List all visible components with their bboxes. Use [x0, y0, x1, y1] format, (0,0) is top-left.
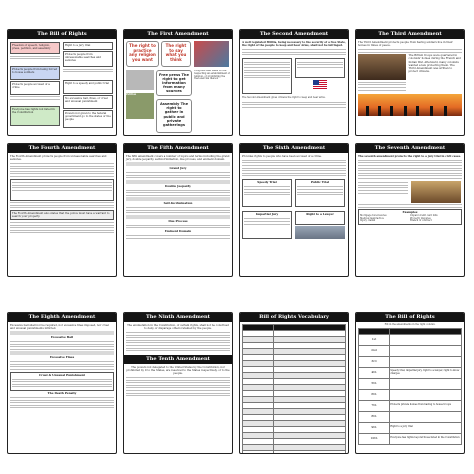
lawyer-box	[295, 211, 345, 225]
examples-title: Examples	[402, 210, 418, 215]
colonial-painting	[358, 54, 406, 80]
writing-lines	[242, 49, 346, 55]
american-flag-icon	[313, 80, 327, 89]
history-box	[242, 58, 292, 94]
section-heading: Eminent Domain	[164, 228, 192, 233]
section-heading: Self-Incrimination	[163, 201, 193, 206]
card-title: The First Amendment	[124, 30, 232, 39]
jury-box	[242, 211, 292, 239]
cell-text: Protects people from being forced to house soldiers	[12, 67, 58, 74]
card-vocabulary	[239, 312, 349, 454]
amendment-right: Speedy trial, impartial jury, right to a lawyer, right to know charges	[389, 367, 461, 378]
amendment-number: 7th	[359, 400, 390, 411]
example-item: Injury claims	[360, 219, 376, 223]
section-heading: Excessive Bail	[50, 335, 74, 339]
card-title: Bill of Rights Vocabulary	[240, 313, 348, 322]
cell-text: Protects people accused of a crime	[12, 82, 50, 89]
cell-text: No excessive bail, fines, or cruel and unusual punishment	[65, 96, 108, 103]
vocabulary-table	[242, 324, 346, 454]
soldiers-silhouette	[358, 94, 462, 116]
intro-text: The powers not delegated to the United States by the Constitution, nor prohibited by it to the States, are reserved to the States respectively, or to the people.	[126, 365, 230, 376]
courthouse-photo	[295, 226, 345, 239]
box-heading: Speedy Trial	[257, 180, 277, 185]
example-box	[10, 179, 114, 201]
amendment-number: 9th	[359, 422, 390, 433]
caption-text: The Second Amendment gives citizens the right to keep and bear arms.	[242, 96, 326, 100]
amendment-right	[389, 356, 461, 367]
section-heading: Excessive Fines	[49, 355, 75, 360]
card-title: The Second Amendment	[240, 30, 348, 39]
assembly-bubble	[156, 99, 192, 133]
card-seventh-amendment	[355, 143, 465, 277]
card-bill-of-rights-chart	[355, 312, 465, 454]
card-third-amendment	[355, 29, 465, 136]
petition-label: Petition	[126, 93, 137, 96]
quote-box	[295, 58, 345, 78]
intro-text: The enumeration in the Constitution, of certain rights, shall not be construed to deny or disparage others retained by the people.	[127, 324, 229, 331]
press-bubble	[156, 70, 192, 96]
example-item: Mortgage foreclosures	[360, 213, 387, 217]
amendment-number: 1st	[359, 334, 390, 345]
press-photo	[126, 70, 154, 90]
amendment-right: Everyone has rights beyond those listed in the Constitution	[389, 433, 461, 444]
section-heading: Grand Jury	[169, 166, 187, 170]
writing-lines	[10, 163, 114, 177]
amendment-right	[389, 345, 461, 356]
card-title: The Third Amendment	[356, 30, 464, 39]
cell-text: Freedom of speech, religion, press, petition, and assembly	[12, 44, 51, 51]
card-title: The Bill of Rights	[8, 30, 116, 39]
box-heading: Impartial Jury	[255, 212, 279, 217]
box-heading: Public Trial	[310, 180, 330, 185]
note-text: The Fourth Amendment also states that the police must have a warrant to search your property.	[12, 211, 110, 219]
section-heading: Cruel & Unusual Punishment	[39, 372, 85, 377]
warrant-note-box	[10, 210, 114, 220]
card-fourth-amendment	[7, 143, 117, 277]
bubble-text: The right to say what you think	[165, 43, 187, 62]
amendment-right	[389, 389, 461, 400]
intro-text: The fifth amendment covers a number of topics and terms including the grand jury, double jeopardy, self-incrimination, due process, and eminent domain.	[126, 155, 230, 162]
intro-text: Provides rights to people who have been accused of a crime.	[242, 155, 322, 158]
bubble-text: Assembly The right to gather in public and private gatherings	[159, 102, 189, 128]
intro-text: The Third Amendment protects people from having soldiers live in their homes in times of peace.	[358, 41, 453, 48]
intro-text: The Fourth Amendment protects people from unreasonable searches and seizures.	[10, 155, 107, 162]
amendment-number: 8th	[359, 411, 390, 422]
card-title: The Seventh Amendment	[356, 144, 464, 153]
card-title: The Eighth Amendment	[8, 313, 116, 322]
amendment-right	[389, 411, 461, 422]
cell-text: Protects people from unreasonable searches and seizures	[65, 53, 101, 63]
amendment-number: 5th	[359, 378, 390, 389]
section-heading: Due Process	[168, 218, 188, 223]
section-heading: The Death Penalty	[47, 390, 77, 395]
card-first-amendment	[123, 29, 233, 136]
card-subtitle: The Tenth Amendment	[124, 355, 232, 364]
religion-bubble	[126, 41, 159, 67]
example-item: Unpaid credit card bills	[410, 213, 438, 217]
examples-box	[358, 209, 462, 225]
example-item: Breach of contract	[410, 219, 432, 223]
right-column	[63, 41, 113, 129]
first-amendment-quote: Congress shall make no law respecting an establishment of religion, or prohibiting the free exercise thereof	[194, 70, 230, 81]
cell-text: Right to a speedy and public trial	[65, 81, 109, 85]
amendment-right	[389, 334, 461, 345]
protest-photo	[194, 41, 229, 67]
left-column	[10, 41, 60, 129]
cell-text: Powers not given to the federal government go to the states or the people	[65, 111, 111, 121]
cell-text: Right to a jury trial	[65, 44, 91, 47]
card-title: The Fourth Amendment	[8, 144, 116, 153]
speedy-trial-box	[242, 179, 292, 207]
section-heading: Double Jeopardy	[165, 183, 191, 188]
history-text: The British troops were quartered in colonists' homes during the French and Indian War. Afterward, many colonists wanted a law protecting them. The Third Amendment was written to protect citizens.	[408, 54, 461, 74]
bubble-text: Free press The right to get information from many sources	[159, 73, 189, 93]
card-title: The Ninth Amendment	[124, 313, 232, 322]
amendment-number: 10th	[359, 433, 390, 444]
example-item: Property disputes	[410, 216, 431, 220]
petition-photo	[126, 93, 154, 119]
amendment-number: 3rd	[359, 356, 390, 367]
intro-text: Excessive bail shall not be required, nor excessive fines imposed, nor cruel and unusual punishments inflicted.	[10, 324, 109, 331]
amendment-right: Right to a jury trial	[389, 422, 461, 433]
card-ninth-tenth-amendment	[123, 312, 233, 454]
card-title: The Bill of Rights	[356, 313, 464, 322]
courtroom-photo	[411, 181, 461, 203]
card-eighth-amendment	[7, 312, 117, 454]
cell-text: Everyone has rights not listed in the Constitution	[12, 108, 55, 115]
intro-text: The seventh amendment protects the right to a jury trial in civil cases.	[358, 155, 461, 158]
card-second-amendment	[239, 29, 349, 136]
card-fifth-amendment	[123, 143, 233, 277]
instructions: Fill in the amendments in the right column.	[384, 323, 436, 326]
amendment-right: Protects private homes from having to house troops	[389, 400, 461, 411]
amendment-right	[389, 378, 461, 389]
amendment-number: 2nd	[359, 345, 390, 356]
card-bill-of-rights-summary	[7, 29, 117, 136]
card-title: The Sixth Amendment	[240, 144, 348, 153]
box-heading: Right to a Lawyer	[306, 212, 334, 217]
speech-bubble	[161, 41, 191, 67]
punishment-box	[10, 372, 114, 391]
amendment-number: 6th	[359, 389, 390, 400]
intro-text: A well regulated Militia, being necessary to the security of a free State, the right of the people to keep and bear Arms, shall not be infringed.	[242, 41, 346, 48]
bubble-text: The right to practice any religion you want	[129, 43, 156, 62]
example-item: Medical malpractice	[360, 216, 384, 220]
amendment-number: 4th	[359, 367, 390, 378]
amendments-table	[358, 328, 462, 445]
public-trial-box	[295, 179, 345, 207]
card-sixth-amendment	[239, 143, 349, 277]
card-title: The Fifth Amendment	[124, 144, 232, 153]
